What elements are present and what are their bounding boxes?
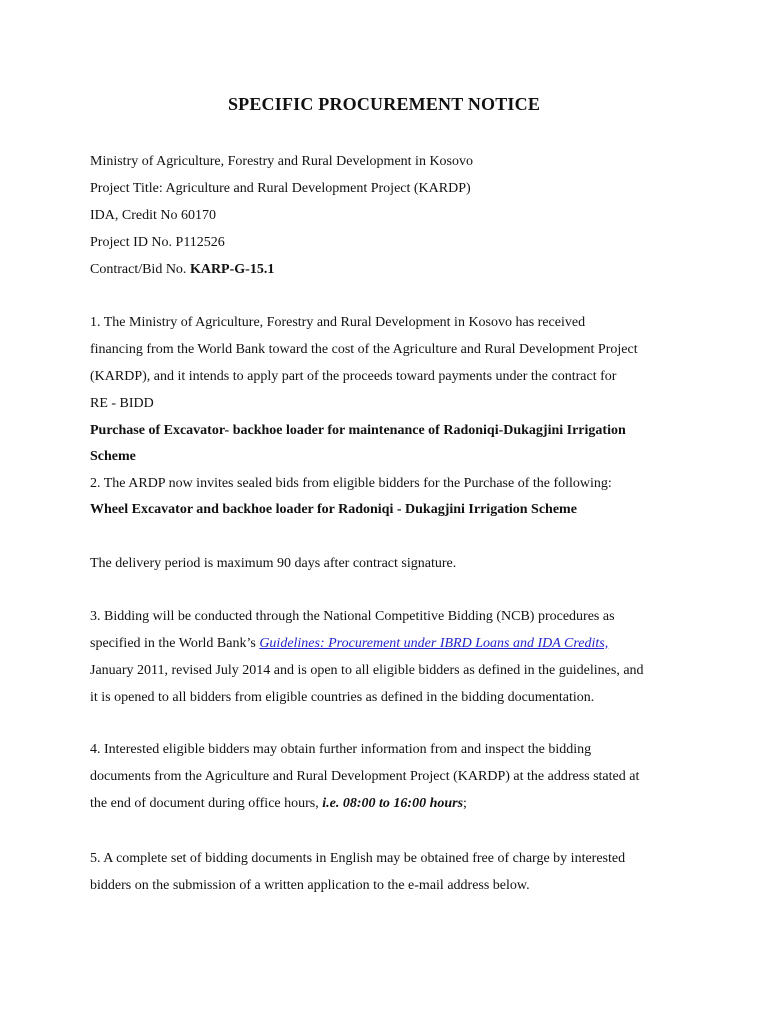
paragraph-4-line-3-suffix: ; xyxy=(463,796,467,811)
paragraph-4-line-3-prefix: the end of document during office hours, xyxy=(90,796,323,811)
paragraph-1-line-2: financing from the World Bank toward the cost of the Agriculture and Rural Development Project xyxy=(90,342,638,357)
office-hours: i.e. 08:00 to 16:00 hours xyxy=(322,796,464,811)
credit-line: IDA, Credit No 60170 xyxy=(90,208,216,223)
project-id-line: Project ID No. P112526 xyxy=(90,235,225,250)
paragraph-5-line-2: bidders on the submission of a written application to the e-mail address below. xyxy=(90,878,530,893)
paragraph-1-bold-line-2: Scheme xyxy=(90,449,136,464)
paragraph-3-line-2-prefix: specified in the World Bank’s xyxy=(90,636,260,651)
paragraph-4-line-2: documents from the Agriculture and Rural Development Project (KARDP) at the address stated at xyxy=(90,769,640,784)
paragraph-4-line-1: 4. Interested eligible bidders may obtain further information from and inspect the bidding xyxy=(90,742,592,757)
paragraph-2-bold-line-1: Wheel Excavator and backhoe loader for Radoniqi - Dukagjini Irrigation Scheme xyxy=(90,502,577,517)
paragraph-4-line-3 xyxy=(90,795,467,813)
guidelines-link[interactable]: Guidelines: Procurement under IBRD Loans and IDA Credits, xyxy=(259,636,609,651)
paragraph-1-line-3: (KARDP), and it intends to apply part of the proceeds toward payments under the contract for xyxy=(90,369,617,384)
paragraph-3-line-3: January 2011, revised July 2014 and is open to all eligible bidders as defined in the guidelines, and xyxy=(90,663,644,678)
page-title: SPECIFIC PROCUREMENT NOTICE xyxy=(227,94,541,114)
ministry-line: Ministry of Agriculture, Forestry and Rural Development in Kosovo xyxy=(90,154,473,169)
paragraph-1-line-4: RE - BIDD xyxy=(90,396,154,411)
paragraph-1-bold-line-1: Purchase of Excavator- backhoe loader for maintenance of Radoniqi-Dukagjini Irrigation xyxy=(90,423,626,438)
paragraph-3-line-1: 3. Bidding will be conducted through the National Competitive Bidding (NCB) procedures as xyxy=(90,609,615,624)
paragraph-3-line-2 xyxy=(90,635,608,653)
delivery-line: The delivery period is maximum 90 days after contract signature. xyxy=(90,556,457,571)
paragraph-3-line-4: it is opened to all bidders from eligible countries as defined in the bidding documentation. xyxy=(90,690,595,705)
contract-line xyxy=(90,261,274,279)
contract-label: Contract/Bid No. xyxy=(90,262,190,277)
project-title-line: Project Title: Agriculture and Rural Development Project (KARDP) xyxy=(90,181,471,196)
contract-number: KARP-G-15.1 xyxy=(189,262,275,277)
paragraph-2-line-1: 2. The ARDP now invites sealed bids from eligible bidders for the Purchase of the following: xyxy=(90,476,612,491)
paragraph-5-line-1: 5. A complete set of bidding documents in English may be obtained free of charge by interested xyxy=(90,851,626,866)
paragraph-1-line-1: 1. The Ministry of Agriculture, Forestry and Rural Development in Kosovo has received xyxy=(90,315,586,330)
